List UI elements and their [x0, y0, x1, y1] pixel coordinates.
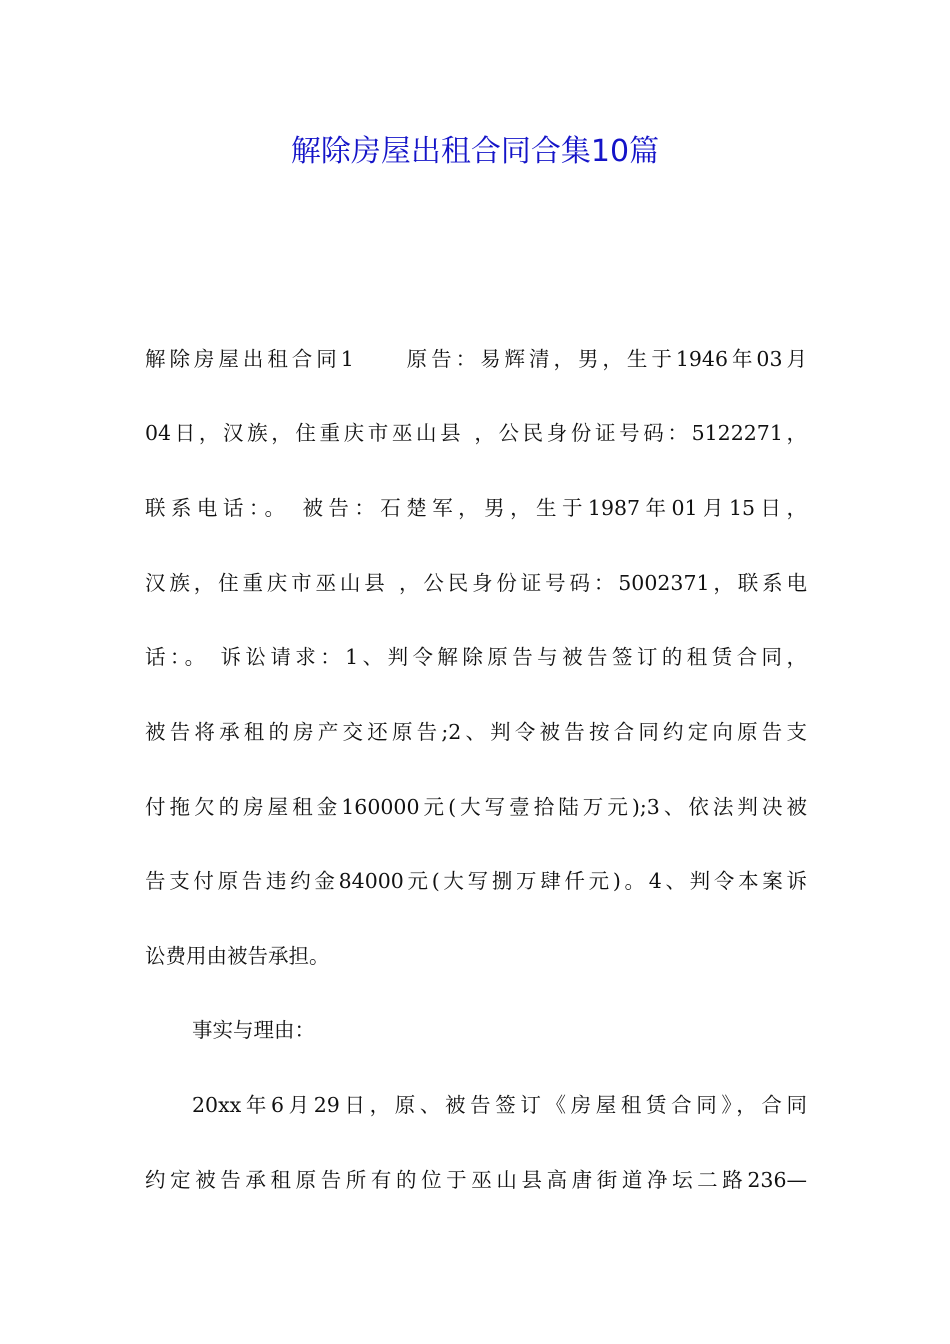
body-line-2: 04日，汉族，住重庆市巫山县 ，公民身份证号码：5122271， — [145, 421, 807, 445]
body-line-6: 被告将承租的房产交还原告;2、判令被告按合同约定向原告支 — [145, 720, 807, 744]
body-line-3: 联系电话：。 被告：石楚军，男，生于1987年01月15日， — [145, 496, 807, 520]
body-line-1: 解除房屋出租合同1 原告：易辉清，男，生于1946年03月 — [145, 347, 807, 371]
body-line-4: 汉族，住重庆市巫山县 ，公民身份证号码：5002371，联系电 — [145, 571, 807, 595]
body-line-7: 付拖欠的房屋租金160000元(大写壹拾陆万元);3、依法判决被 — [145, 795, 807, 819]
document-title: 解除房屋出租合同合集10篇 — [290, 134, 660, 169]
body-line-5: 话：。 诉讼请求：1、判令解除原告与被告签订的租赁合同， — [145, 645, 807, 669]
body-line-11: 20xx年6月29日，原、被告签订《房屋租赁合同》，合同 — [192, 1093, 807, 1117]
section-heading: 事实与理由： — [192, 1018, 315, 1042]
body-line-9: 讼费用由被告承担。 — [145, 944, 330, 968]
body-line-8: 告支付原告违约金84000元(大写捌万肆仟元)。4、判令本案诉 — [145, 869, 807, 893]
body-line-12: 约定被告承租原告所有的位于巫山县高唐街道净坛二路236— — [145, 1168, 807, 1192]
